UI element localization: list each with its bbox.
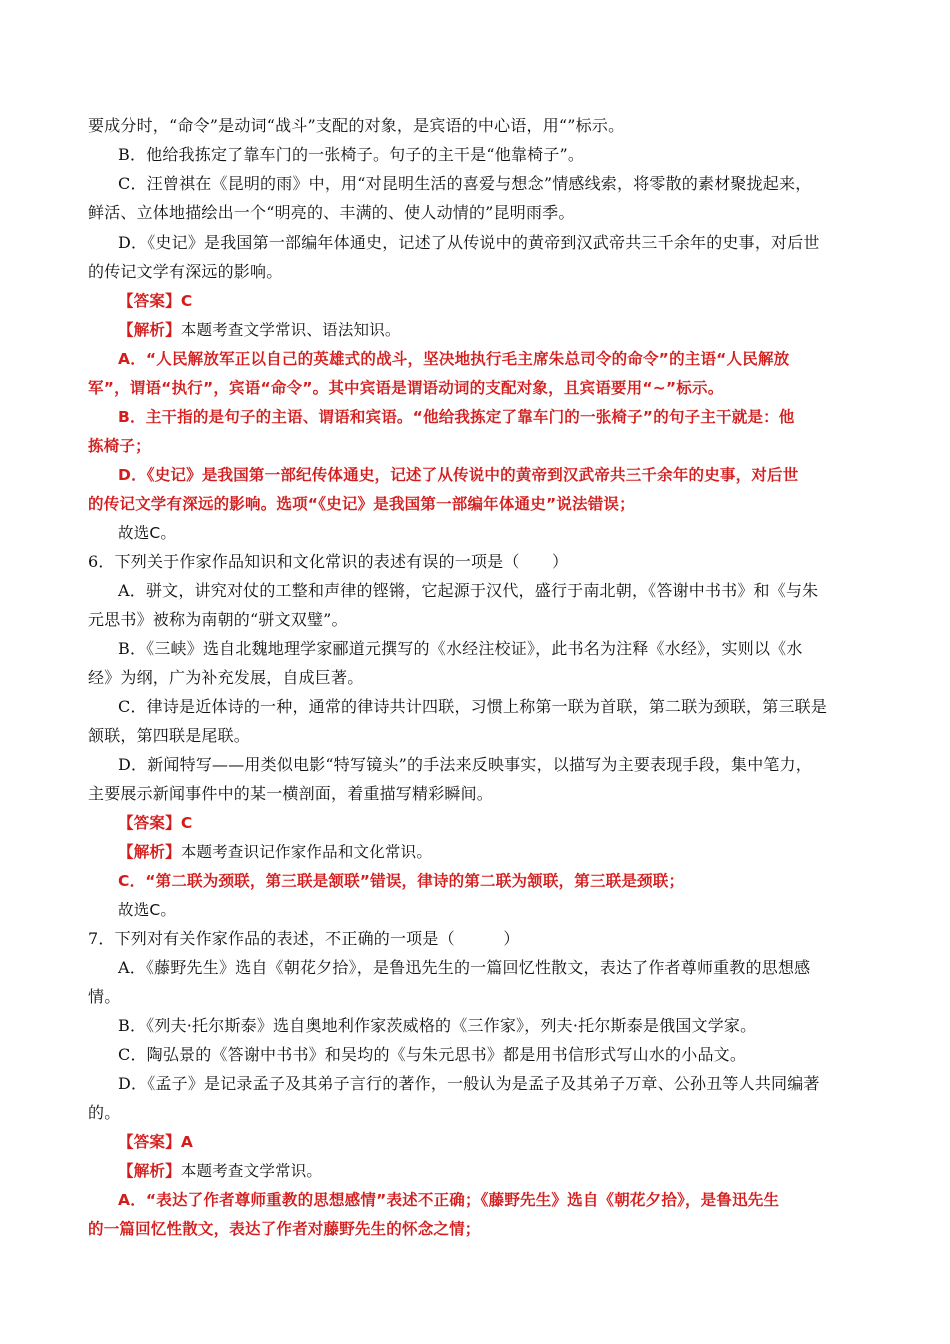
text-line: 要成分时，“命令”是动词“战斗”支配的对象，是宾语的中心语，用“”标示。 xyxy=(88,116,625,135)
analysis-text: 本题考查识记作家作品和文化常识。 xyxy=(180,843,433,861)
analysis-detail: B．主干指的是句子的主语、谓语和宾语。“他给我拣定了靠车门的一张椅子”的句子主干就是：他 xyxy=(118,408,795,426)
analysis-line xyxy=(118,842,880,862)
analysis-detail: D．《史记》是我国第一部纪传体通史，记述了从传说中的黄帝到汉武帝共三千余年的史事，对后世 xyxy=(118,466,799,484)
text-line: 元思书》被称为南朝的“骈文双璧”。 xyxy=(88,610,348,629)
text-line: 情。 xyxy=(88,987,121,1006)
answer-line xyxy=(118,1132,880,1152)
text-line: 主要展示新闻事件中的某一横剖面，着重描写精彩瞬间。 xyxy=(88,784,494,803)
answer-line xyxy=(118,813,880,833)
option-b: B．《列夫·托尔斯泰》选自奥地利作家茨威格的《三作家》，列夫·托尔斯泰是俄国文学家。 xyxy=(118,1016,757,1035)
answer-line xyxy=(118,291,880,311)
option-a: A．《藤野先生》选自《朝花夕拾》，是鲁迅先生的一篇回忆性散文，表达了作者尊师重教的思想感 xyxy=(118,958,811,977)
option-a: A．骈文，讲究对仗的工整和声律的铿锵，它起源于汉代，盛行于南北朝，《答谢中书书》和《与朱 xyxy=(118,581,819,600)
analysis-detail: 军”，谓语“执行”，宾语“命令”。其中宾语是谓语动词的支配对象，且宾语要用“~”标示。 xyxy=(88,379,724,397)
analysis-tag: 【解析】 xyxy=(118,321,181,339)
option-d: D．《史记》是我国第一部编年体通史，记述了从传说中的黄帝到汉武帝共三千余年的史事，对后世 xyxy=(118,233,820,252)
analysis-detail: 的一篇回忆性散文，表达了作者对藤野先生的怀念之情； xyxy=(88,1220,481,1238)
analysis-line xyxy=(118,1161,880,1181)
analysis-tag: 【解析】 xyxy=(118,1162,181,1180)
analysis-text: 本题考查文学常识。 xyxy=(180,1162,323,1180)
answer-tag: 【答案】 xyxy=(118,292,181,310)
text-line: 的传记文学有深远的影响。 xyxy=(88,262,283,281)
text-line: 鲜活、立体地描绘出一个“明亮的、丰满的、使人动情的”昆明雨季。 xyxy=(88,203,575,222)
option-c: C．陶弘景的《答谢中书书》和吴均的《与朱元思书》都是用书信形式写山水的小品文。 xyxy=(118,1045,747,1064)
answer-value: A xyxy=(180,1133,194,1151)
option-b: B．《三峡》选自北魏地理学家郦道元撰写的《水经注校证》，此书名为注释《水经》，实则以《水 xyxy=(118,639,803,658)
question-7: 7．下列对有关作家作品的表述，不正确的一项是（ ） xyxy=(88,929,520,948)
analysis-detail: 拣椅子； xyxy=(88,437,151,455)
answer-tag: 【答案】 xyxy=(118,1133,181,1151)
analysis-tag: 【解析】 xyxy=(118,843,181,861)
analysis-text: 本题考查文学常识、语法知识。 xyxy=(180,321,401,339)
analysis-detail: A．“人民解放军正以自己的英雄式的战斗，坚决地执行毛主席朱总司令的命令”的主语“人民解放 xyxy=(118,350,790,368)
text-line: 颔联，第四联是尾联。 xyxy=(88,726,251,745)
analysis-detail: A．“表达了作者尊师重教的思想感情”表述不正确；《藤野先生》选自《朝花夕拾》，是鲁迅先生 xyxy=(118,1191,780,1209)
analysis-detail: 的传记文学有深远的影响。选项“《史记》是我国第一部编年体通史”说法错误； xyxy=(88,495,635,513)
option-d: D．《孟子》是记录孟子及其弟子言行的著作，一般认为是孟子及其弟子万章、公孙丑等人共同编著 xyxy=(118,1074,820,1093)
analysis-line xyxy=(118,320,880,340)
analysis-detail: C．“第二联为颈联，第三联是颔联”错误，律诗的第二联为颔联，第三联是颈联； xyxy=(118,872,685,890)
option-b: B．他给我拣定了靠车门的一张椅子。句子的主干是“他靠椅子”。 xyxy=(118,145,585,164)
conclusion: 故选C。 xyxy=(118,524,177,542)
question-6: 6．下列关于作家作品知识和文化常识的表述有误的一项是（ ） xyxy=(88,552,569,571)
option-c: C．律诗是近体诗的一种，通常的律诗共计四联，习惯上称第一联为首联，第二联为颈联，第三联是 xyxy=(118,697,828,716)
answer-value: C xyxy=(180,814,193,832)
answer-tag: 【答案】 xyxy=(118,814,181,832)
answer-value: C xyxy=(180,292,193,310)
conclusion: 故选C。 xyxy=(118,901,177,919)
text-line: 的。 xyxy=(88,1103,121,1122)
text-line: 经》为纲，广为补充发展，自成巨著。 xyxy=(88,668,364,687)
option-c: C．汪曾祺在《昆明的雨》中，用“对昆明生活的喜爱与想念”情感线索，将零散的素材聚拢起来， xyxy=(118,174,812,193)
option-d: D．新闻特写——用类似电影“特写镜头”的手法来反映事实，以描写为主要表现手段，集中笔力， xyxy=(118,755,812,774)
